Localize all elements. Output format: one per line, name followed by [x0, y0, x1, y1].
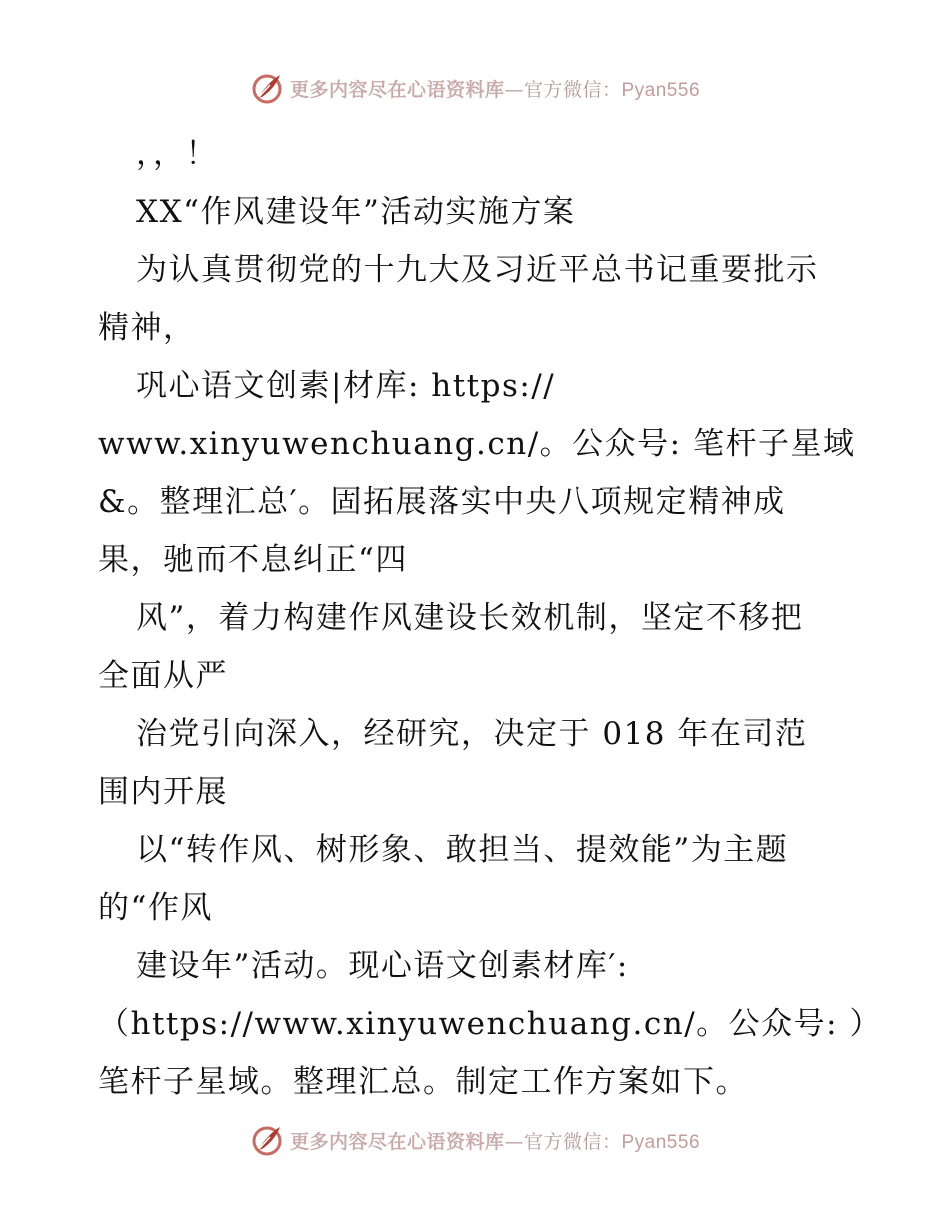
watermark-dash: — — [504, 78, 524, 101]
doc-line: www.xinyuwenchuang.cn/。公众号: 笔杆子星域 — [98, 426, 856, 462]
watermark-official-label: 官方微信： — [523, 78, 622, 101]
doc-line: 笔杆子星域。整理汇总。制定工作方案如下。 — [98, 1064, 748, 1100]
watermark-content — [250, 71, 700, 105]
doc-line: 风”，着力构建作风建设长效机制，坚定不移把 — [136, 600, 804, 636]
footer-watermark-banner — [0, 1120, 950, 1160]
header-watermark-banner — [0, 68, 950, 108]
doc-line: 巩心语文创素|材库: https:// — [136, 368, 556, 404]
watermark-handle: Pyan556 — [621, 79, 701, 101]
watermark-site-name: 更多内容尽在心语资料库 — [289, 78, 505, 101]
watermark-dash: — — [504, 1130, 524, 1153]
doc-line: 围内开展 — [98, 774, 228, 810]
feather-pen-icon — [250, 71, 284, 105]
watermark-handle: Pyan556 — [621, 1131, 701, 1153]
feather-pen-icon — [250, 1123, 284, 1157]
doc-line: 建设年”活动。现心语文创素材库′: — [136, 948, 629, 984]
doc-line: 精神， — [98, 310, 196, 346]
doc-line: 全面从严 — [98, 658, 228, 694]
doc-title: XX“作风建设年”活动实施方案 — [136, 194, 576, 230]
doc-line: 为认真贯彻党的十九大及习近平总书记重要批示 — [136, 252, 819, 288]
watermark-official-label: 官方微信： — [523, 1130, 622, 1153]
doc-line: &。整理汇总′。固拓展落实中央八项规定精神成 — [98, 484, 786, 520]
doc-line: ，，！ — [136, 136, 218, 172]
doc-line: 治党引向深入，经研究，决定于 018 年在司范 — [136, 716, 808, 752]
doc-line: 果，驰而不息纠正“四 — [98, 542, 408, 578]
document-body — [98, 125, 882, 1111]
doc-line: 以“转作风、树形象、敢担当、提效能”为主题 — [136, 832, 789, 868]
watermark-site-name: 更多内容尽在心语资料库 — [289, 1130, 505, 1153]
doc-line: 的“作风 — [98, 890, 213, 926]
doc-line: （https://www.xinyuwenchuang.cn/。公众号: ） — [98, 1006, 882, 1042]
watermark-content — [250, 1123, 700, 1157]
